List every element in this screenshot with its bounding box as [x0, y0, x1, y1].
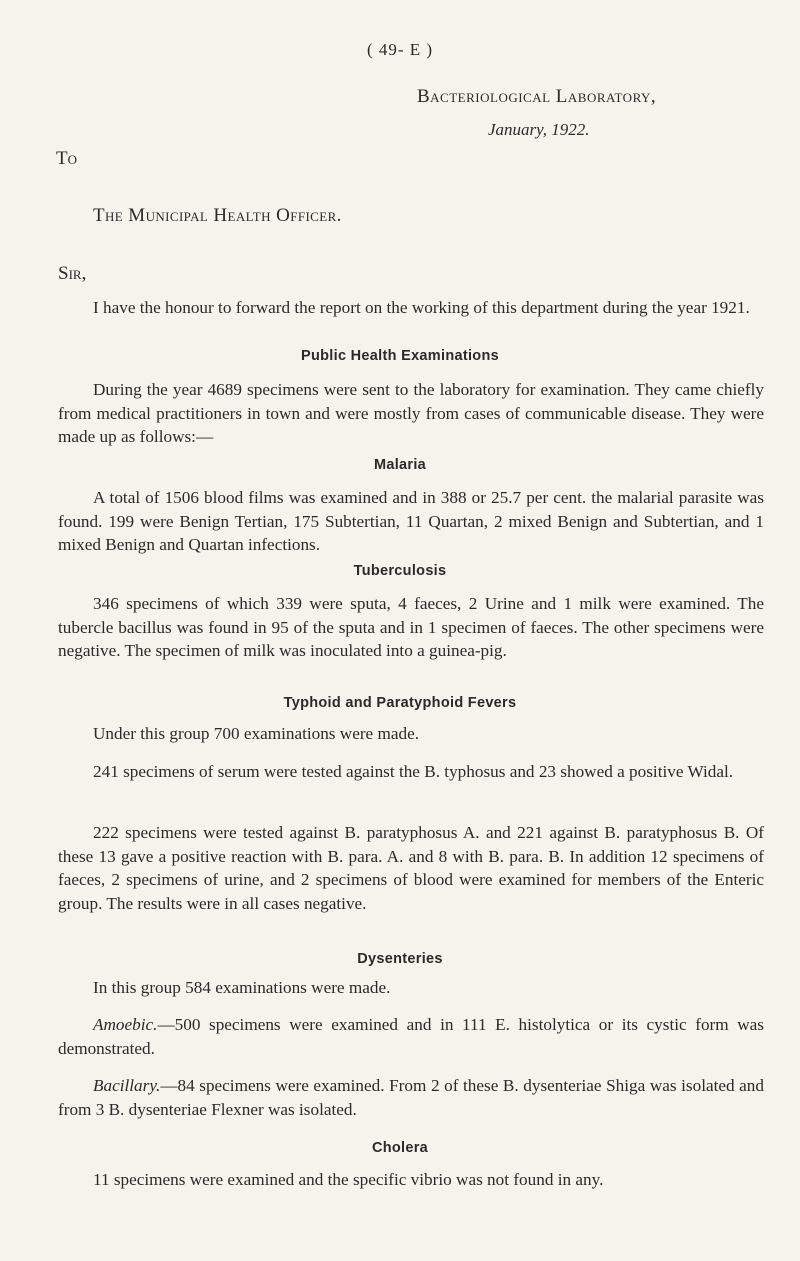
letter-date: January, 1922.: [488, 120, 590, 139]
section-heading-typhoid: Typhoid and Paratyphoid Fevers: [283, 695, 517, 711]
to-label: To: [56, 148, 77, 169]
bacillary-label: Bacillary.: [93, 1076, 161, 1095]
dysenteries-paragraph-1: In this group 584 examinations were made.: [93, 978, 391, 997]
laboratory-title: Bacteriological Laboratory,: [417, 86, 657, 107]
section-heading-malaria: Malaria: [373, 457, 427, 473]
public-health-paragraph: During the year 4689 specimens were sent to the laboratory for examination. They came chiefly from medical practitioners in town and were mostly from cases of communicable disease. They were made up as follows:—: [58, 380, 764, 446]
bacillary-paragraph: Bacillary.—84 specimens were examined. From 2 of these B. dysenteriae Shiga was isolated and from 3 B. dysenteriae Flexner was isolated.: [58, 1076, 764, 1119]
section-heading-public-health: Public Health Examinations: [301, 348, 499, 364]
salutation: Sir,: [58, 263, 87, 284]
section-heading-dysenteries: Dysenteries: [357, 951, 443, 967]
section-heading-cholera: Cholera: [371, 1140, 429, 1156]
tuberculosis-paragraph: 346 specimens of which 339 were sputa, 4 faeces, 2 Urine and 1 milk were examined. The tubercle bacillus was found in 95 of the sputa and in 1 specimen of faeces. The other specimens were negative. The specimen of milk was inoculated into a guinea-pig.: [58, 594, 764, 660]
intro-paragraph: I have the honour to forward the report on the working of this department during the year 1921.: [93, 298, 750, 317]
malaria-paragraph: A total of 1506 blood films was examined and in 388 or 25.7 per cent. the malarial parasite was found. 199 were Benign Tertian, 175 Subtertian, 11 Quartan, 2 mixed Benign and Subtertian, and 1 mixed Benign and Quartan infections.: [58, 488, 764, 554]
amoebic-label: Amoebic.: [93, 1015, 158, 1034]
cholera-paragraph: 11 specimens were examined and the specific vibrio was not found in any.: [93, 1170, 604, 1189]
page-number: ( 49- E ): [366, 40, 434, 59]
typhoid-paragraph-3: 222 specimens were tested against B. paratyphosus A. and 221 against B. paratyphosus B. Of these 13 gave a positive reaction with B. para. A. and 8 with B. para. B. In addition 12 specimens of faeces, 2 specimens of urine, and 2 specimens of blood were examined for members of the Enteric group. The results were in all cases negative.: [58, 823, 764, 913]
typhoid-paragraph-1: Under this group 700 examinations were made.: [93, 724, 420, 743]
addressee: The Municipal Health Officer.: [93, 205, 342, 226]
typhoid-paragraph-2: 241 specimens of serum were tested against the B. typhosus and 23 showed a positive Widal.: [93, 762, 734, 781]
amoebic-paragraph: Amoebic.—500 specimens were examined and in 111 E. histolytica or its cystic form was demonstrated.: [58, 1015, 764, 1058]
section-heading-tuberculosis: Tuberculosis: [353, 563, 447, 579]
